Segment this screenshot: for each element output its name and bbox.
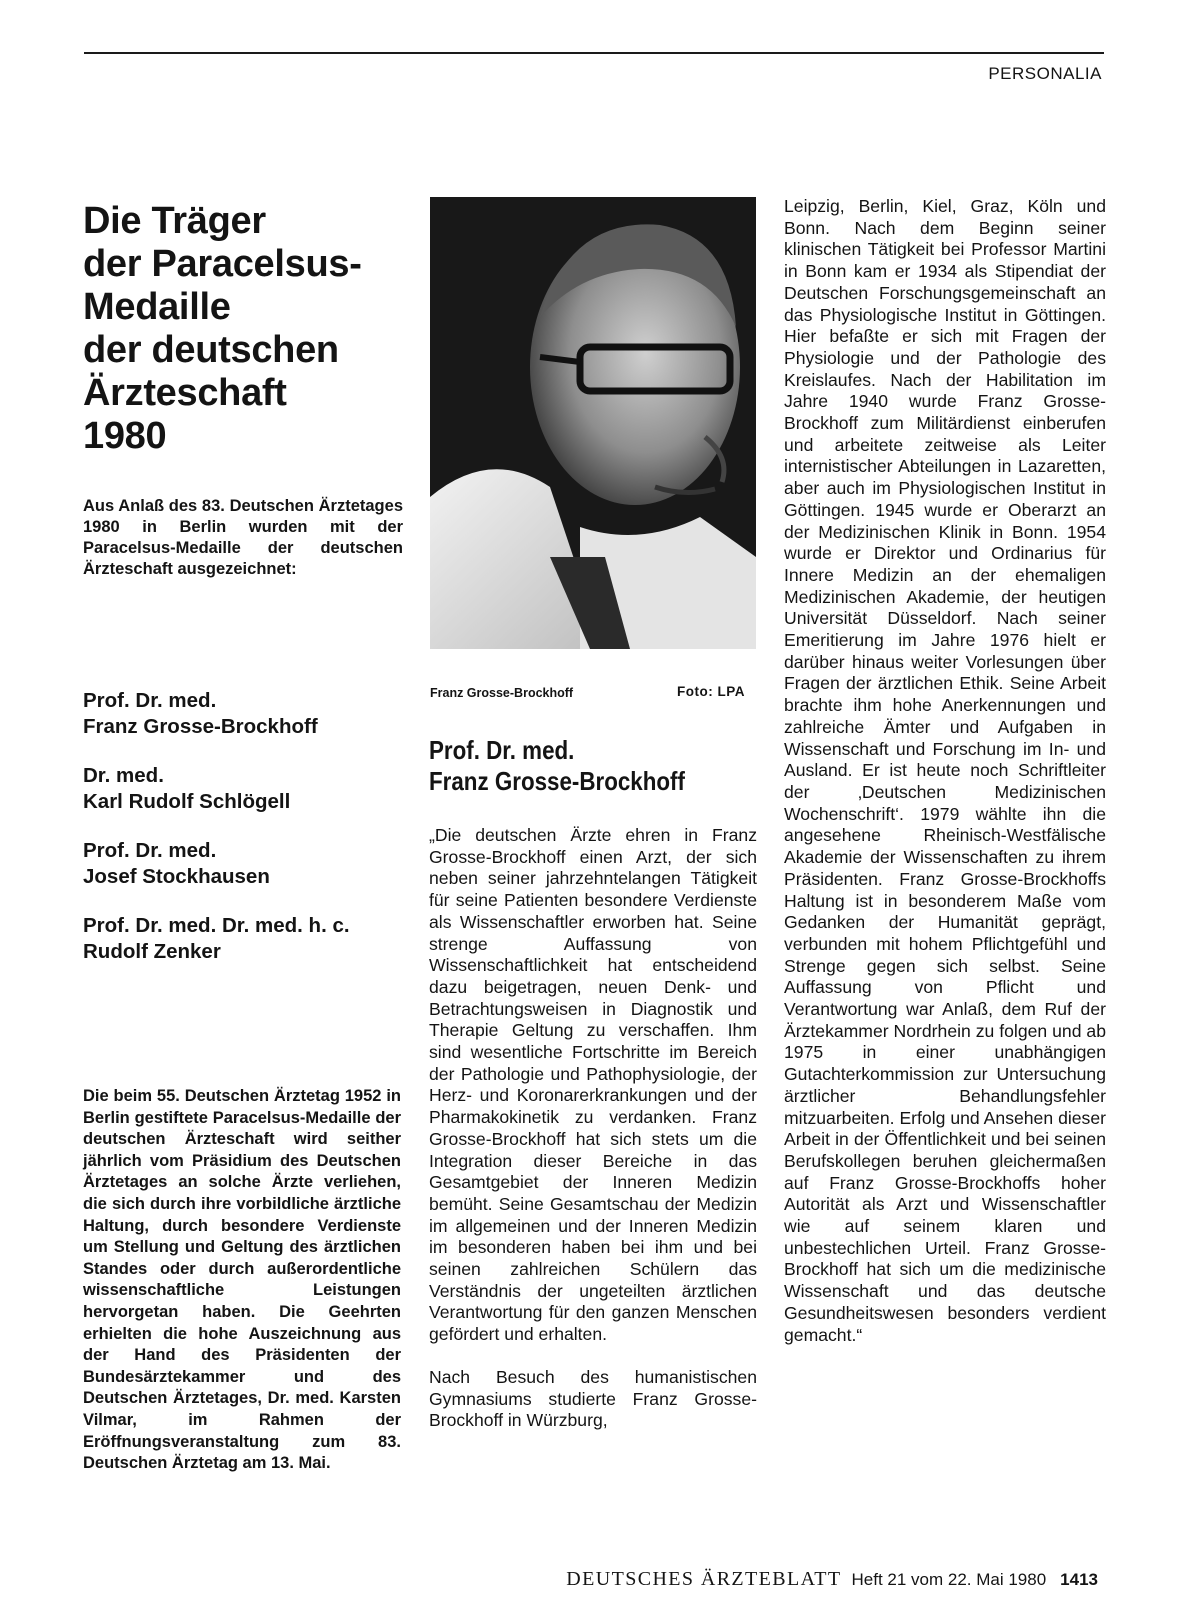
title-line: 1980 [83,415,167,457]
journal-name: DEUTSCHES ÄRZTEBLATT [566,1568,842,1590]
honoree-item [83,838,413,890]
honoree-name: Karl Rudolf Schlögell [83,790,291,813]
article-heading-title: Prof. Dr. med. [429,735,575,765]
header-rule [84,52,1104,54]
honoree-title: Prof. Dr. med. [83,689,217,712]
honoree-item [83,913,413,965]
page-footer [566,1568,1098,1591]
article-heading-name: Franz Grosse-Brockhoff [429,766,685,796]
intro-text: Aus Anlaß des 83. Deutschen Ärztetages 1980 in Berlin wurden mit der Paracelsus-Medaille der deutschen Ärzteschaft ausgezeichnet: [83,497,403,578]
honoree-title: Prof. Dr. med. Dr. med. h. c. [83,914,350,937]
article-column-middle [429,825,757,1432]
honoree-list [83,688,413,988]
title-line: Die Träger [83,200,266,242]
page-number: 1413 [1060,1570,1098,1589]
section-label: PERSONALIA [988,64,1102,83]
photo-caption: Franz Grosse-Brockhoff [430,686,574,700]
title-line: der deutschen [83,329,339,371]
article-paragraph: Leipzig, Berlin, Kiel, Graz, Köln und Bonn. Nach dem Beginn seiner klinischen Tätigkeit bei Professor Martini in Bonn kam er 1934 als Stipendiat der Deutschen Forschungsgemeinschaft an das Physiologische Institut in Göttingen. Hier befaßte er sich mit Fragen der Physiologie und der Pathologie des Kreislaufes. Nach der Habilitation im Jahre 1940 wurde Franz Grosse-Brockhoff zum Militärdienst einberufen und arbeitete zeitweise als Leiter internistischer Abteilungen in Lazaretten, aber auch im Physiologischen Institut in Göttingen. 1945 wurde er Oberarzt an der Medizinischen Klinik in Bonn. 1954 wurde er Direktor und Ordinarius für Innere Medizin an der ehemaligen Medizinischen Akademie, der heutigen Universität Düsseldorf. Nach seiner Emeritierung im Jahre 1976 hielt er darüber hinaus weiter Vorlesungen über Fragen der ärztlichen Ethik. Seine Arbeit brachte ihm hohe Anerkennungen und zahlreiche Ämter und Aufgaben in Wissenschaft und Forschung im In- und Ausland. Er ist heute noch Schriftleiter der ‚Deutschen Medizinischen Wochenschrift‘. 1979 wählte ihn die angesehene Rheinisch-Westfälische Akademie der Wissenschaften zu ihrem Präsidenten. Franz Grosse-Brockhoffs Haltung ist in besonderem Maße vom Gedanken der Humanität geprägt, verbunden mit hohem Pflichtgefühl und Strenge gegen sich selbst. Seine Auffassung von Pflicht und Verantwortung war Anlaß, dem Ruf der Ärztekammer Nordrhein zu folgen und ab 1975 in einer unabhängigen Gutachterkommission zur Untersuchung ärztlicher Behandlungsfehler mitzuarbeiten. Erfolg und Ansehen dieser Arbeit in der Öffentlichkeit und bei seinen Berufskollegen beruhen gleichermaßen auf Franz Grosse-Brockhoffs hoher Autorität als Arzt und Wissenschaftler wie auf seinem klaren und unbestechlichen Urteil. Franz Grosse-Brockhoff hat sich um die medizinische Wissenschaft und das deutsche Gesundheitswesen besonders verdient gemacht.“ [784,196,1106,1345]
honoree-name: Rudolf Zenker [83,940,221,963]
honoree-title: Dr. med. [83,764,164,787]
article-paragraph: Nach Besuch des humanistischen Gymnasiums studierte Franz Grosse-Brockhoff in Würzburg, [429,1366,757,1431]
page-title [83,200,413,458]
honoree-name: Franz Grosse-Brockhoff [83,715,318,738]
portrait-photo [430,197,756,649]
honoree-title: Prof. Dr. med. [83,839,217,862]
issue-info: Heft 21 vom 22. Mai 1980 [851,1570,1047,1589]
portrait-illustration [430,197,756,649]
honoree-name: Josef Stockhausen [83,865,270,888]
article-column-right [784,196,1106,1346]
photo-credit: Foto: LPA [677,684,745,699]
article-heading [429,735,713,797]
title-line: der Paracelsus- [83,243,362,285]
article-paragraph: „Die deutschen Ärzte ehren in Franz Grosse-Brockhoff einen Arzt, der sich neben seiner jahrzehntelangen Tätigkeit für seine Patienten besondere Verdienste als Wissenschaftler erworben hat. Seine strenge Auffassung von Wissenschaftlichkeit hat entscheidend dazu beigetragen, neuen Denk- und Betrachtungsweisen in Diagnostik und Therapie Geltung zu verschaffen. Ihm sind wesentliche Fortschritte im Bereich der Pathologie und Pathophysiologie, der Herz- und Koronarerkrankungen und der Pharmakokinetik zu verdanken. Franz Grosse-Brockhoff hat sich stets um die Integration dieser Bereiche in das Gesamtgebiet der Inneren Medizin bemüht. Seine Gesamtschau der Medizin im allgemeinen und der Inneren Medizin im besonderen haben bei ihm und bei seinen zahlreichen Schülern das Verständnis der ungeteilten ärztlichen Verantwortung für den ganzen Menschen gefördert und erhalten. [429,825,757,1345]
title-line: Medaille [83,286,231,328]
title-line: Ärzteschaft [83,372,287,414]
history-text: Die beim 55. Deutschen Ärztetag 1952 in Berlin gestiftete Paracelsus-Medaille der deutschen Ärzteschaft wird seither jährlich vom Präsidium des Deutschen Ärztetages an solche Ärzte verliehen, die sich durch ihre vorbildliche ärztliche Haltung, durch besondere Verdienste um Stellung und Geltung des ärztlichen Standes oder durch außerordentliche wissenschaftliche Leistungen hervorgetan haben. Die Geehrten erhielten die hohe Auszeichnung aus der Hand des Präsidenten der Bundesärztekammer und des Deutschen Ärztetages, Dr. med. Karsten Vilmar, im Rahmen der Eröffnungsveranstaltung zum 83. Deutschen Ärztetag am 13. Mai. [83,1087,401,1473]
honoree-item [83,763,413,815]
honoree-item [83,688,413,740]
